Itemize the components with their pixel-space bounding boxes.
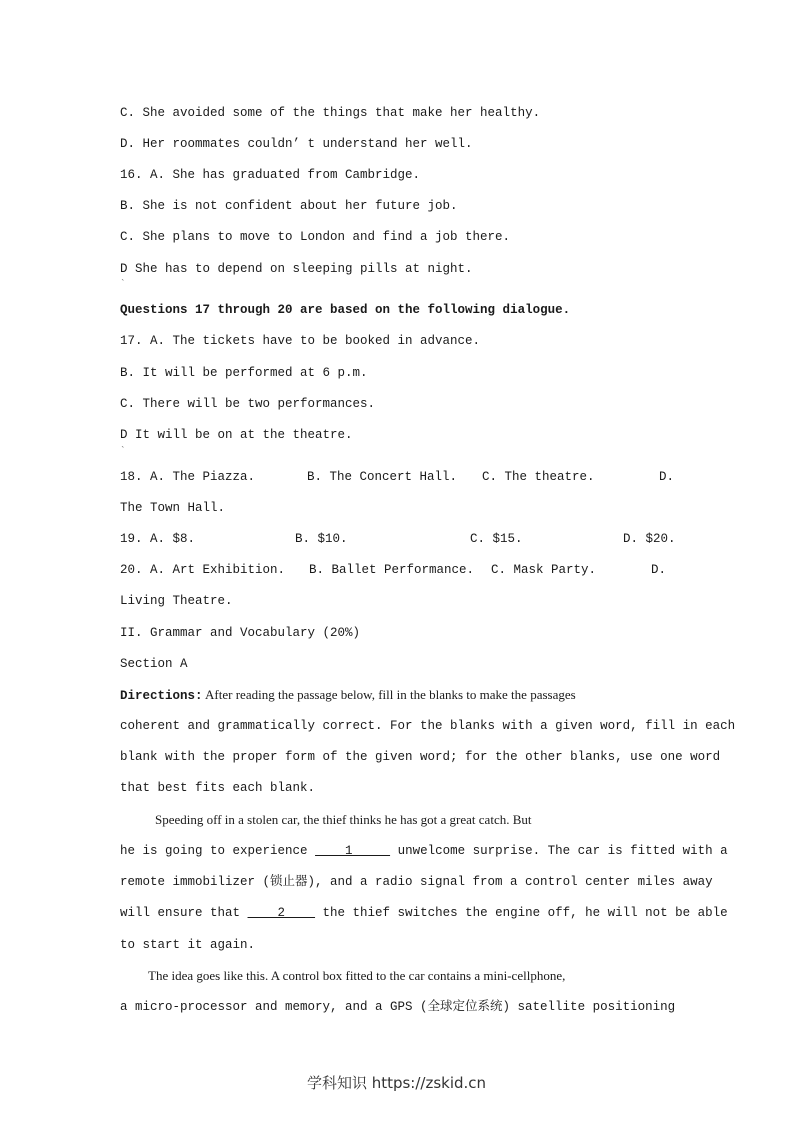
passage-p1-line-3: remote immobilizer (锁止器), and a radio signal from a control center miles away — [120, 875, 713, 889]
directions-line-2: coherent and grammatically correct. For the blanks with a given word, fill in each — [120, 719, 736, 733]
q17-option-a: 17. A. The tickets have to be booked in advance. — [120, 334, 481, 348]
directions-text: After reading the passage below, fill in the blanks to make the passages — [202, 687, 576, 702]
dialogue-heading: Questions 17 through 20 are based on the following dialogue. — [120, 303, 571, 317]
passage-p2-line-1: The idea goes like this. A control box fitted to the car contains a mini-cellphone, — [148, 968, 566, 983]
q17-option-b: B. It will be performed at 6 p.m. — [120, 366, 368, 380]
directions-line-1 — [120, 687, 576, 704]
q19-option-a: 19. A. $8. — [120, 532, 196, 546]
passage-p1-line-2 — [120, 843, 728, 859]
q20-option-b: B. Ballet Performance. — [309, 563, 475, 577]
passage-p2-line-2: a micro-processor and memory, and a GPS (全球定位系统) satellite positioning — [120, 1000, 676, 1014]
directions-label: Directions: — [120, 689, 203, 703]
q18-option-d-continued: The Town Hall. — [120, 501, 226, 515]
page-footer[interactable]: 学科知识 https://zskid.cn — [306, 1074, 487, 1092]
passage-text: he is going to experience — [120, 844, 316, 858]
q17-option-d: D It will be on at the theatre. — [120, 428, 353, 442]
scan-mark: ` — [120, 446, 126, 456]
passage-text: the thief switches the engine off, he will not be able — [315, 906, 728, 920]
q19-option-c: C. $15. — [470, 532, 523, 546]
passage-text: will ensure that — [120, 906, 248, 920]
passage-p1-line-4 — [120, 905, 728, 921]
q18-option-a: 18. A. The Piazza. — [120, 470, 256, 484]
passage-p1-line-5: to start it again. — [120, 938, 256, 952]
q19-option-d: D. $20. — [623, 532, 676, 546]
section-a-heading: Section A — [120, 657, 188, 671]
q20-option-d: D. — [651, 563, 667, 577]
q16-option-a: 16. A. She has graduated from Cambridge. — [120, 168, 421, 182]
q18-option-b: B. The Concert Hall. — [307, 470, 458, 484]
q19-option-b: B. $10. — [295, 532, 348, 546]
q16-option-d: D She has to depend on sleeping pills at night. — [120, 262, 473, 276]
q16-option-c: C. She plans to move to London and find a job there. — [120, 230, 511, 244]
blank-2: 2 — [247, 906, 316, 920]
passage-text: unwelcome surprise. The car is fitted with a — [390, 844, 728, 858]
directions-line-3: blank with the proper form of the given word; for the other blanks, use one word — [120, 750, 721, 764]
q18-option-d: D. — [659, 470, 675, 484]
blank-1: 1 — [315, 844, 391, 858]
q20-option-a: 20. A. Art Exhibition. — [120, 563, 286, 577]
q18-option-c: C. The theatre. — [482, 470, 595, 484]
q20-option-d-continued: Living Theatre. — [120, 594, 233, 608]
passage-p1-line-1: Speeding off in a stolen car, the thief thinks he has got a great catch. But — [155, 812, 532, 827]
q15-option-d: D. Her roommates couldn’ t understand her well. — [120, 137, 473, 151]
directions-line-4: that best fits each blank. — [120, 781, 316, 795]
q16-option-b: B. She is not confident about her future job. — [120, 199, 458, 213]
q17-option-c: C. There will be two performances. — [120, 397, 376, 411]
q15-option-c: C. She avoided some of the things that make her healthy. — [120, 106, 541, 120]
q20-option-c: C. Mask Party. — [491, 563, 597, 577]
scan-mark: ` — [120, 279, 126, 289]
section-title: II. Grammar and Vocabulary (20%) — [120, 626, 361, 640]
